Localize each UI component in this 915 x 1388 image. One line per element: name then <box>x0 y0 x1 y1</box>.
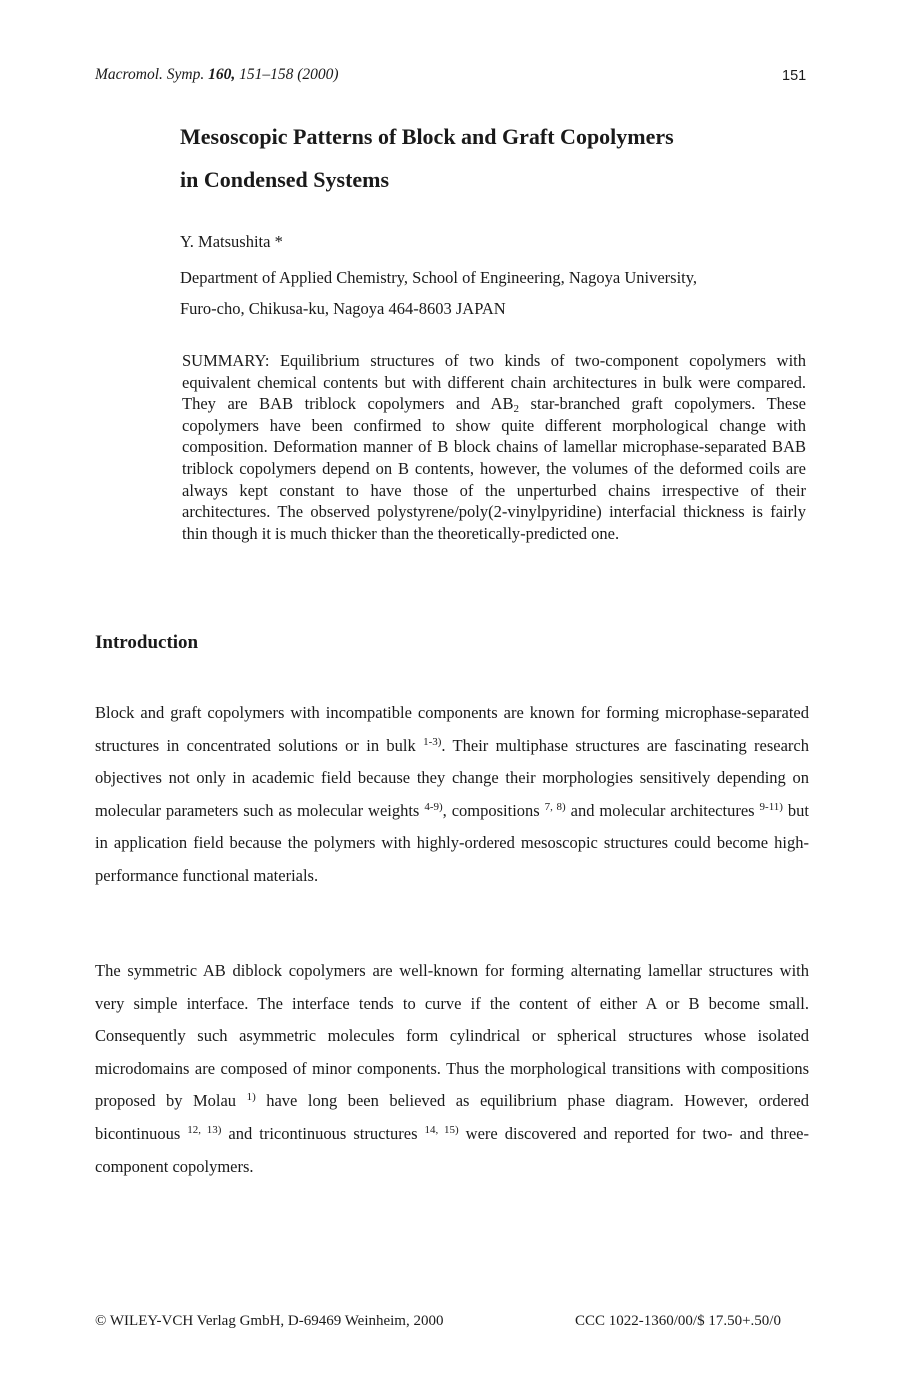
citation-ref: 12, 13) <box>187 1123 222 1136</box>
intro-paragraph-1 <box>95 697 809 893</box>
section-heading-introduction: Introduction <box>95 632 199 653</box>
paper-title-line-1: Mesoscopic Patterns of Block and Graft Copolymers <box>180 124 674 149</box>
abstract-summary <box>182 350 806 544</box>
summary-text-2: star-branched graft copolymers. These copolymers have been confirmed to show quite different morphological change with composition. Deformation manner of B block chains of lamellar microphase-separated BAB triblock copolymers depend on B contents, however, the volumes of the deformed coils are always kept constant to have those of the unperturbed chains irrespective of their architectures. The observed polystyrene/poly(2-vinylpyridine) interfacial thickness is fairly thin though it is much thicker than the theoretically-predicted one. <box>182 394 807 543</box>
affiliation-line-2: Furo-cho, Chikusa-ku, Nagoya 464-8603 JAPAN <box>180 299 506 318</box>
footer-copyright: © WILEY-VCH Verlag GmbH, D-69469 Weinheim, 2000 <box>95 1313 444 1329</box>
para1-text-4: and molecular architectures <box>565 800 760 820</box>
affiliation-line-1: Department of Applied Chemistry, School of Engineering, Nagoya University, <box>180 268 698 287</box>
para1-text-3: , compositions <box>442 800 545 820</box>
paper-title <box>180 115 830 201</box>
author-affiliation <box>180 262 820 324</box>
citation-ref: 4-9) <box>424 800 443 813</box>
journal-pages-year: 151–158 (2000) <box>239 66 339 83</box>
para1-text-1: Block and graft copolymers with incompatible components are known for forming microphase-separated structures in concentrated solutions or in bulk <box>95 703 809 755</box>
citation-ref: 7, 8) <box>544 800 566 813</box>
running-header-journal <box>95 66 339 84</box>
citation-ref: 1-3) <box>423 735 442 748</box>
journal-volume: 160, <box>208 66 236 83</box>
para2-text-1: The symmetric AB diblock copolymers are well-known for forming alternating lamellar structures with very simple interface. The interface tends to curve if the content of either A or B become small. Consequently such asymmetric molecules form cylindrical or spherical structures whose isolated microdomains are composed of minor components. Thus the morphological transitions with compositions proposed by Molau <box>95 961 809 1111</box>
para2-text-2: have long been believed as equilibrium phase diagram. However, ordered bicontinuous <box>95 1091 810 1143</box>
author-name: Y. Matsushita * <box>180 232 283 251</box>
para1-text-5: but in application field because the polymers with highly-ordered mesoscopic structures could become high-performance functional materials. <box>95 800 809 885</box>
para2-text-4: were discovered and reported for two- and three-component copolymers. <box>95 1123 809 1176</box>
citation-ref: 14, 15) <box>424 1123 459 1136</box>
intro-paragraph-2 <box>95 955 809 1183</box>
para1-text-2: . Their multiphase structures are fascinating research objectives not only in academic field because they change their morphologies sensitively depending on molecular parameters such as molecular weights <box>95 735 809 820</box>
summary-text-1: SUMMARY: Equilibrium structures of two kinds of two-component copolymers with equivalent chemical contents but with different chain architectures in bulk were compared. They are BAB triblock copolymers and AB <box>182 351 806 414</box>
summary-subscript: 2 <box>513 403 519 416</box>
paper-title-line-2: in Condensed Systems <box>180 167 390 192</box>
journal-name: Macromol. Symp. <box>95 66 205 83</box>
citation-ref: 1) <box>246 1091 256 1104</box>
citation-ref: 9-11) <box>759 800 783 813</box>
footer-ccc-code: CCC 1022-1360/00/$ 17.50+.50/0 <box>575 1313 781 1329</box>
para2-text-3: and tricontinuous structures <box>221 1123 425 1143</box>
page-number: 151 <box>782 68 807 84</box>
